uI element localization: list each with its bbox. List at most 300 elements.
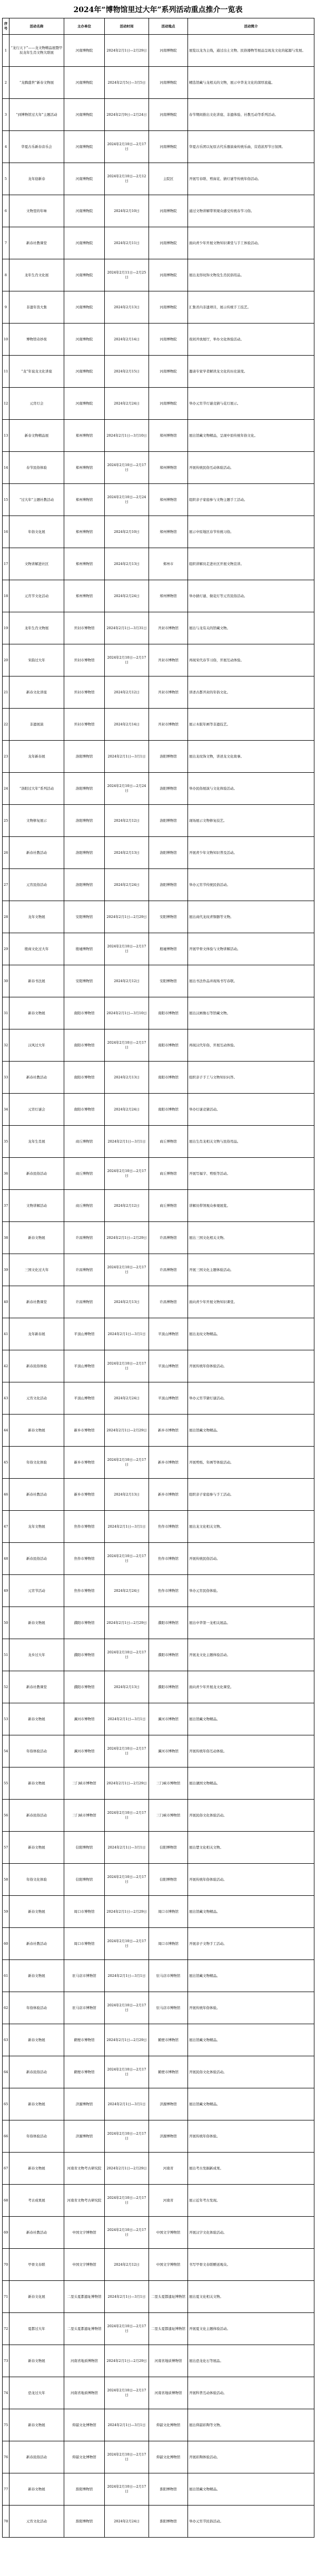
row-time: 2024年2月10日—2月17日: [105, 2185, 149, 2217]
table-row: [3, 1126, 314, 1158]
row-time: 2024年2月1日—3月31日: [105, 612, 149, 644]
row-org: 周口市博物馆: [64, 1928, 105, 1960]
table-row: [3, 837, 314, 869]
row-time: 2024年2月11日—2月25日: [105, 259, 149, 291]
row-org: 二里头夏都遗址博物馆: [64, 2313, 105, 2345]
row-desc: 开展民俗文化体验活动。: [188, 1800, 314, 1832]
row-org: 开封市博物馆: [64, 644, 105, 676]
row-org: 新乡市博物馆: [64, 1447, 105, 1479]
row-desc: 展出考古发掘新成果。: [188, 2153, 314, 2185]
row-org: 河南博物院: [64, 356, 105, 388]
row-time: 2024年2月12日: [105, 1190, 149, 1222]
row-no: 34: [3, 1094, 9, 1126]
table-row: [3, 2313, 314, 2345]
table-row: [3, 1960, 314, 1992]
row-name: 新春文物展: [9, 2088, 64, 2120]
row-place: 洛阳博物馆: [149, 773, 188, 805]
row-name: 元宵灯谜会: [9, 1094, 64, 1126]
row-place: 漯河市博物馆: [149, 1735, 188, 1767]
row-org: 三门峡市博物馆: [64, 1767, 105, 1800]
row-place: 驻马店市博物馆: [149, 1960, 188, 1992]
row-desc: 组织亲子家庭参与文物主题手工活动。: [188, 484, 314, 516]
row-place: 商丘博物馆: [149, 1158, 188, 1190]
row-name: 夏都过大年: [9, 2313, 64, 2345]
table-row: [3, 1094, 314, 1126]
row-no: 18: [3, 580, 9, 612]
row-place: 新乡市博物馆: [149, 1479, 188, 1511]
row-no: 46: [3, 1479, 9, 1511]
row-desc: 展出书法作品并现场书写春联。: [188, 965, 314, 997]
row-time: 2024年2月1日—3月1日: [105, 1832, 149, 1864]
row-org: 仰韶文化博物馆: [64, 2409, 105, 2441]
row-org: 鹤壁市博物馆: [64, 2056, 105, 2088]
row-time: 2024年2月1日—3月1日: [105, 1511, 149, 1543]
row-place: 河南博物院: [149, 67, 188, 99]
row-name: “龙”年说龙文化讲座: [9, 356, 64, 388]
table-row: [3, 2441, 314, 2473]
row-org: 河南博物院: [64, 195, 105, 227]
row-org: 新乡市博物馆: [64, 1479, 105, 1511]
row-no: 37: [3, 1190, 9, 1222]
row-name: 新春社教活动: [9, 1928, 64, 1960]
row-no: 61: [3, 1960, 9, 1992]
row-desc: 展出馆藏文物精品。: [188, 1703, 314, 1735]
row-time: 2024年2月10日—2月17日: [105, 1639, 149, 1671]
row-place: 商丘博物馆: [149, 1190, 188, 1222]
row-name: 春节民俗体验: [9, 452, 64, 484]
row-name: 新春文物精品展: [9, 420, 64, 452]
row-org: 河南省文物考古研究院: [64, 2185, 105, 2217]
row-place: 河南博物院: [149, 195, 188, 227]
row-no: 1: [3, 35, 9, 67]
row-place: 南阳市博物馆: [149, 997, 188, 1029]
row-time: 2024年2月24日: [105, 1575, 149, 1607]
row-desc: 面向青少年开展文物知识课堂。: [188, 1286, 314, 1318]
row-place: 郑州博物馆: [149, 580, 188, 612]
row-time: 2024年2月1日—2月29日: [105, 901, 149, 933]
activity-table: [2, 18, 314, 2538]
row-place: 南阳市博物馆: [149, 1094, 188, 1126]
header-org: 主办单位: [64, 18, 105, 35]
table-row: [3, 644, 314, 676]
row-org: 郑州博物馆: [64, 516, 105, 548]
row-desc: 再现宋代春节习俗，开展互动体验。: [188, 644, 314, 676]
header-no: 序号: [3, 18, 9, 35]
row-desc: 展出与龙有关的馆藏文物。: [188, 612, 314, 644]
row-place: 仰韶文化博物馆: [149, 2409, 188, 2441]
row-desc: 再现汉代年俗，开展互动体验。: [188, 1029, 314, 1062]
row-org: 鹤壁市博物馆: [64, 2024, 105, 2056]
row-name: 元宵灯会: [9, 388, 64, 420]
row-org: 商丘博物馆: [64, 1190, 105, 1222]
row-time: 2024年2月13日: [105, 548, 149, 580]
table-row: [3, 2249, 314, 2281]
row-no: 12: [3, 388, 9, 420]
row-desc: 展示木版年画等非遗技艺。: [188, 709, 314, 741]
row-name: 新春文化讲座: [9, 676, 64, 709]
row-desc: 开展传统民俗互动体验活动。: [188, 452, 314, 484]
row-place: 河南博物院: [149, 35, 188, 67]
row-place: 驻马店市博物馆: [149, 1992, 188, 2024]
row-place: 洛阳博物馆: [149, 741, 188, 773]
row-place: 郑州市: [149, 548, 188, 580]
table-header-row: [3, 18, 314, 35]
row-name: 新春社教活动: [9, 1479, 64, 1511]
row-place: 开封市博物馆: [149, 644, 188, 676]
row-time: 2024年2月1日—3月1日: [105, 2281, 149, 2313]
row-org: 济源博物馆: [64, 2088, 105, 2120]
row-place: 开封市博物馆: [149, 612, 188, 644]
table-row: [3, 452, 314, 484]
row-time: 2024年2月12日: [105, 2249, 149, 2281]
row-desc: 开展龙文化主题体验活动。: [188, 1639, 314, 1671]
table-row: [3, 195, 314, 227]
row-time: 2024年2月10日—2月24日: [105, 773, 149, 805]
row-time: 2024年2月13日: [105, 1671, 149, 1703]
row-desc: 华夏古乐团以复原古代乐器演奏传统乐曲，营造浓厚节日氛围。: [188, 131, 314, 163]
row-place: 郑州博物馆: [149, 484, 188, 516]
row-time: 2024年2月1日—2月29日: [105, 1767, 149, 1800]
row-no: 19: [3, 612, 9, 644]
row-no: 47: [3, 1511, 9, 1543]
row-no: 75: [3, 2409, 9, 2441]
row-no: 67: [3, 2153, 9, 2185]
row-no: 66: [3, 2120, 9, 2153]
row-org: 郑州博物馆: [64, 484, 105, 516]
row-name: 龙年文物展: [9, 1511, 64, 1543]
row-desc: 面向青少年开展龙文化课堂。: [188, 1671, 314, 1703]
row-desc: 展出馆藏文物精品。: [188, 2473, 314, 2506]
row-org: 平顶山博物馆: [64, 1382, 105, 1415]
row-time: 2024年2月10日—2月17日: [105, 2056, 149, 2088]
row-desc: 举办元宵节民俗活动。: [188, 2506, 314, 2538]
table-body: [3, 35, 314, 2538]
row-no: 49: [3, 1575, 9, 1607]
table-row: [3, 1029, 314, 1062]
row-no: 62: [3, 1992, 9, 2024]
table-row: [3, 1190, 314, 1222]
row-place: 中国文字博物馆: [149, 2249, 188, 2281]
row-time: 2024年2月12日: [105, 965, 149, 997]
table-row: [3, 2120, 314, 2153]
row-desc: 开展甲骨文体验与文物讲解活动。: [188, 933, 314, 965]
row-name: “龙腾盛世”新春文物展: [9, 67, 64, 99]
row-time: 2024年2月9日—2月24日: [105, 99, 149, 131]
row-org: 河南省文物考古研究院: [64, 2153, 105, 2185]
row-place: 信阳博物馆: [149, 1864, 188, 1896]
row-name: 年俗体验活动: [9, 2120, 64, 2153]
row-time: 2024年2月10日—2月17日: [105, 2313, 149, 2345]
row-name: “到博物馆过大年”主题活动: [9, 99, 64, 131]
row-org: 许昌博物馆: [64, 1286, 105, 1318]
row-name: “龙行天下”——龙文物精品展暨甲辰龙年生肖文物大联展: [9, 35, 64, 67]
row-org: 南阳市博物馆: [64, 997, 105, 1029]
row-org: 河南博物院: [64, 227, 105, 259]
header-time: 活动时间: [105, 18, 149, 35]
row-desc: 举办灯谜竞猜活动。: [188, 1094, 314, 1126]
row-place: 鹤壁市博物馆: [149, 2024, 188, 2056]
row-place: 许昌博物馆: [149, 1254, 188, 1286]
row-org: 开封市博物馆: [64, 612, 105, 644]
row-place: 鹤壁市博物馆: [149, 2056, 188, 2088]
row-no: 72: [3, 2313, 9, 2345]
row-name: “洛阳过大年”系列活动: [9, 773, 64, 805]
row-no: 9: [3, 291, 9, 324]
row-place: 开封市博物馆: [149, 676, 188, 709]
row-name: 龙年迎新春: [9, 163, 64, 195]
row-place: 河南博物院: [149, 99, 188, 131]
row-desc: 开展三国文化主题体验活动。: [188, 1254, 314, 1286]
table-row: [3, 2056, 314, 2088]
table-row: [3, 1511, 314, 1543]
row-place: 许昌博物馆: [149, 1222, 188, 1254]
row-org: 河南省地质博物馆: [64, 2377, 105, 2409]
row-time: 2024年2月13日: [105, 1286, 149, 1318]
row-no: 11: [3, 356, 9, 388]
row-desc: 展示中原地区春节传统习俗。: [188, 516, 314, 548]
row-desc: 展出恐龙化石等展品。: [188, 2345, 314, 2377]
row-org: 洛阳博物馆: [64, 805, 105, 837]
row-place: 洛阳博物馆: [149, 869, 188, 901]
row-desc: 开展汉字文化体验活动。: [188, 2217, 314, 2249]
table-row: [3, 35, 314, 67]
row-org: 河南博物院: [64, 99, 105, 131]
row-no: 44: [3, 1415, 9, 1447]
row-place: 二里头夏都遗址博物馆: [149, 2313, 188, 2345]
row-desc: 举办元宵民俗体验。: [188, 1575, 314, 1607]
row-time: 2024年2月1日—2月29日: [105, 1415, 149, 1447]
row-no: 32: [3, 1029, 9, 1062]
row-time: 2024年2月1日—3月1日: [105, 2409, 149, 2441]
row-desc: 举办猜灯谜、做花灯等元宵民俗活动。: [188, 580, 314, 612]
row-name: 龙年生肖文化展: [9, 259, 64, 291]
row-org: 濮阳市博物馆: [64, 1671, 105, 1703]
row-name: 新春文物展: [9, 2153, 64, 2185]
table-row: [3, 2345, 314, 2377]
row-desc: 开展青少年文物知识普及活动。: [188, 837, 314, 869]
row-time: 2024年2月10日—2月17日: [105, 1029, 149, 1062]
row-place: 安阳博物馆: [149, 965, 188, 997]
row-no: 38: [3, 1222, 9, 1254]
row-time: 2024年2月10日—2月17日: [105, 2217, 149, 2249]
row-desc: 开展写福字、剪纸等活动。: [188, 1158, 314, 1190]
table-row: [3, 324, 314, 356]
row-no: 20: [3, 644, 9, 676]
table-row: [3, 1382, 314, 1415]
table-row: [3, 131, 314, 163]
row-name: 新春社教课堂: [9, 1671, 64, 1703]
row-org: 中国文字博物馆: [64, 2249, 105, 2281]
row-no: 71: [3, 2281, 9, 2313]
header-name: 活动名称: [9, 18, 64, 35]
row-no: 16: [3, 516, 9, 548]
row-time: 2024年2月5日—3月5日: [105, 67, 149, 99]
row-time: 2024年2月11日: [105, 227, 149, 259]
table-row: [3, 67, 314, 99]
row-desc: 组织亲子手工与文物知识问答。: [188, 1062, 314, 1094]
row-time: 2024年2月10日—2月17日: [105, 1928, 149, 1960]
row-org: 河南博物院: [64, 324, 105, 356]
row-desc: 开展传统年俗体验活动。: [188, 1350, 314, 1382]
row-org: 商丘博物馆: [64, 1126, 105, 1158]
row-place: 洛阳博物馆: [149, 837, 188, 869]
table-row: [3, 1928, 314, 1960]
row-desc: 精选馆藏与龙相关的文物，展示中华龙文化的深厚底蕴。: [188, 67, 314, 99]
row-place: 焦作市博物馆: [149, 1511, 188, 1543]
table-row: [3, 676, 314, 709]
row-name: 新春文物展: [9, 1896, 64, 1928]
row-no: 39: [3, 1254, 9, 1286]
row-desc: 通过文物讲解带领观众感受传统春节习俗。: [188, 195, 314, 227]
row-name: 文物讲解活动: [9, 1190, 64, 1222]
row-org: 河南博物院: [64, 131, 105, 163]
row-place: 平顶山博物馆: [149, 1382, 188, 1415]
row-name: 年俗体验活动: [9, 1992, 64, 2024]
row-desc: 举办元宵节传统民俗活动。: [188, 869, 314, 901]
row-name: 新春文物展: [9, 2409, 64, 2441]
row-org: 濮阳市博物馆: [64, 1607, 105, 1639]
table-row: [3, 420, 314, 452]
table-row: [3, 1318, 314, 1350]
row-time: 2024年2月10日—2月17日: [105, 644, 149, 676]
row-no: 51: [3, 1639, 9, 1671]
row-name: 新春文物展: [9, 1767, 64, 1800]
row-place: 淮阳博物馆: [149, 2506, 188, 2538]
row-place: 河南博物院: [149, 324, 188, 356]
table-row: [3, 1254, 314, 1286]
row-no: 17: [3, 548, 9, 580]
row-desc: 春节期间推出文化讲座、非遗体验、社教互动等系列活动。: [188, 99, 314, 131]
row-time: 2024年2月1日—2月29日: [105, 2153, 149, 2185]
row-name: 新春文物展: [9, 1415, 64, 1447]
row-time: 2024年2月1日—2月29日: [105, 35, 149, 67]
header-desc: 活动简介: [188, 18, 314, 35]
row-desc: 开展科普互动体验活动。: [188, 2377, 314, 2409]
row-name: 元宵节活动: [9, 1575, 64, 1607]
row-desc: 开展剪纸、年画等体验活动。: [188, 1447, 314, 1479]
row-place: 河南博物院: [149, 356, 188, 388]
row-no: 59: [3, 1896, 9, 1928]
row-no: 42: [3, 1350, 9, 1382]
table-row: [3, 2473, 314, 2506]
row-org: 商丘博物馆: [64, 1158, 105, 1190]
row-no: 30: [3, 965, 9, 997]
row-time: 2024年2月1日—2月29日: [105, 1896, 149, 1928]
row-no: 70: [3, 2249, 9, 2281]
table-row: [3, 1607, 314, 1639]
row-place: 濮阳市博物馆: [149, 1607, 188, 1639]
table-row: [3, 2088, 314, 2120]
row-no: 35: [3, 1126, 9, 1158]
row-time: 2024年2月13日: [105, 837, 149, 869]
row-desc: 展出馆藏文物精品。: [188, 2088, 314, 2120]
row-name: 新春民俗活动: [9, 1543, 64, 1575]
row-name: 龙年新春展: [9, 1318, 64, 1350]
row-place: 河南省: [149, 2153, 188, 2185]
row-desc: 展出商代龙纹青铜器等文物。: [188, 901, 314, 933]
row-no: 33: [3, 1062, 9, 1094]
row-name: 新春文物展: [9, 1960, 64, 1992]
row-no: 45: [3, 1447, 9, 1479]
row-desc: 开展亲子文物手工活动。: [188, 1928, 314, 1960]
row-time: 2024年2月1日—2月29日: [105, 2345, 149, 2377]
row-time: 2024年2月1日—3月1日: [105, 2088, 149, 2120]
row-desc: 展出龙纹饰文物，讲述龙文化故事。: [188, 741, 314, 773]
row-time: 2024年2月10日—2月17日: [105, 1735, 149, 1767]
row-time: 2024年2月1日—3月1日: [105, 1703, 149, 1735]
table-row: [3, 805, 314, 837]
table-row: [3, 933, 314, 965]
row-desc: 展出生肖龙相关文物与民俗用品。: [188, 1126, 314, 1158]
row-time: 2024年2月1日—2月29日: [105, 1222, 149, 1254]
row-name: 新春社教课堂: [9, 1286, 64, 1318]
row-org: 平顶山博物馆: [64, 1318, 105, 1350]
table-row: [3, 2281, 314, 2313]
row-place: 三门峡市博物馆: [149, 1767, 188, 1800]
row-no: 65: [3, 2088, 9, 2120]
table-row: [3, 388, 314, 420]
row-name: 新春文物展: [9, 1607, 64, 1639]
row-place: 安阳博物馆: [149, 901, 188, 933]
row-desc: 展出龙纹文物精品。: [188, 1318, 314, 1350]
table-row: [3, 227, 314, 259]
row-org: 驻马店市博物馆: [64, 1960, 105, 1992]
row-org: 南阳市博物馆: [64, 1029, 105, 1062]
row-no: 7: [3, 227, 9, 259]
row-time: 2024年2月1日—3月10日: [105, 420, 149, 452]
row-time: 2024年2月10日—2月17日: [105, 1992, 149, 2024]
row-place: 平顶山博物馆: [149, 1350, 188, 1382]
row-place: 河南博物院: [149, 259, 188, 291]
row-no: 64: [3, 2056, 9, 2088]
row-org: 安阳博物馆: [64, 965, 105, 997]
row-time: 2024年2月10日—2月17日: [105, 2377, 149, 2409]
row-name: 龙乡过大年: [9, 1639, 64, 1671]
table-row: [3, 2409, 314, 2441]
table-row: [3, 1415, 314, 1447]
table-row: [3, 1767, 314, 1800]
row-desc: 现场展示文物修复技艺。: [188, 805, 314, 837]
row-name: 元宵民俗活动: [9, 869, 64, 901]
row-time: 2024年2月10日—2月17日: [105, 131, 149, 163]
row-no: 69: [3, 2217, 9, 2249]
row-desc: 展出馆藏文物精品。: [188, 2024, 314, 2056]
row-no: 52: [3, 1671, 9, 1703]
row-no: 78: [3, 2506, 9, 2538]
row-no: 13: [3, 420, 9, 452]
row-no: 8: [3, 259, 9, 291]
row-place: 周口市博物馆: [149, 1928, 188, 1960]
row-time: 2024年2月10日—2月17日: [105, 1158, 149, 1190]
row-name: 新春文物展: [9, 1832, 64, 1864]
row-org: 河南博物院: [64, 163, 105, 195]
table-row: [3, 1735, 314, 1767]
table-row: [3, 1992, 314, 2024]
row-time: 2024年2月10日—2月12日: [105, 163, 149, 195]
row-desc: 展出仰韶彩陶等文物。: [188, 2409, 314, 2441]
row-time: 2024年2月10日—2月17日: [105, 2473, 149, 2506]
row-name: 博物馆奇妙夜: [9, 324, 64, 356]
row-desc: 展出中华第一龙相关展品。: [188, 1607, 314, 1639]
table-row: [3, 1671, 314, 1703]
row-name: 宋韵过大年: [9, 644, 64, 676]
table-row: [3, 2217, 314, 2249]
row-no: 74: [3, 2377, 9, 2409]
table-row: [3, 2024, 314, 2056]
row-time: 2024年2月10日—2月17日: [105, 2441, 149, 2473]
row-place: 新乡市博物馆: [149, 1415, 188, 1447]
row-time: 2024年2月10日—2月17日: [105, 1254, 149, 1286]
